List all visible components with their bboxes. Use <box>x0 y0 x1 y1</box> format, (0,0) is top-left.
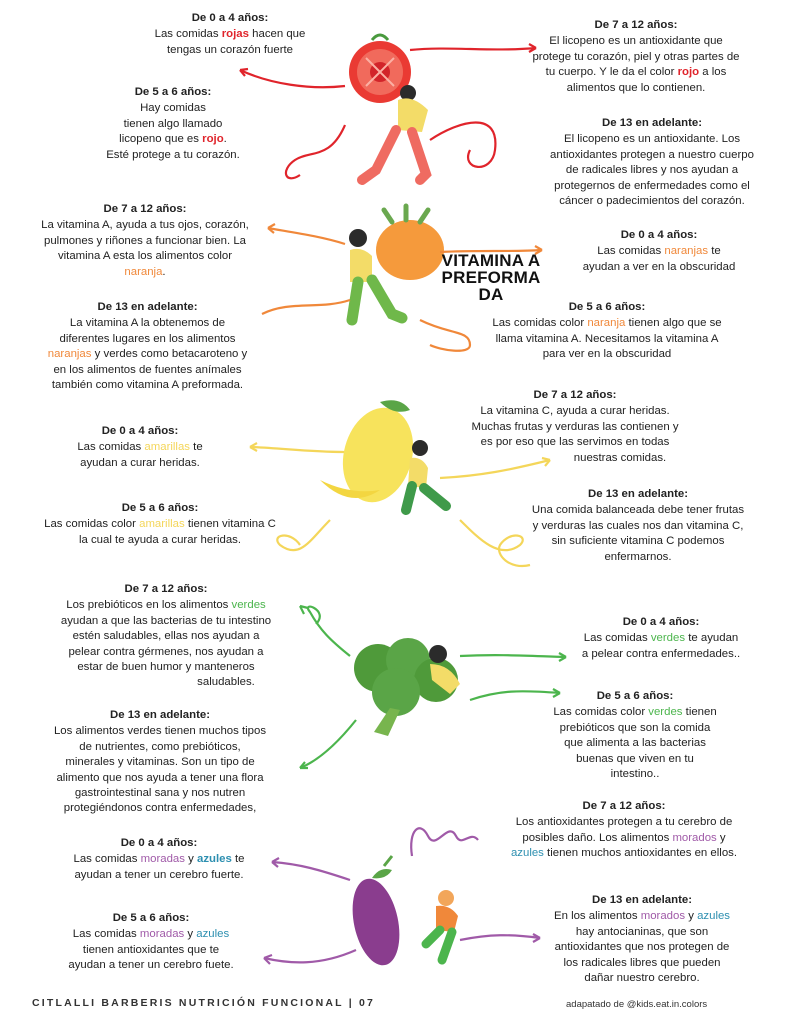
yellow-age-5-6: De 5 a 6 años: Las comidas color amarillas tienen vitamina C la cual te ayuda a curar heridas. <box>44 502 276 546</box>
orange-age-7-12: De 7 a 12 años: La vitamina A, ayuda a tus ojos, corazón, pulmones y riñones a funcionar bien. La vitamina A esta los alimentos color naranja. <box>41 203 249 278</box>
red-age-7-12: De 7 a 12 años: El licopeno es un antioxidante que protege tu corazón, piel y otras partes de tu cuerpo. Y le da el color rojo a los alimentos que lo contienen. <box>532 19 740 94</box>
eggplant-icon <box>345 856 406 970</box>
footer-credit: adapatado de @kids.eat.in.colors <box>566 999 708 1010</box>
purple-age-13: De 13 en adelante: En los alimentos morados y azules hay antocianinas, que son antioxidantes que nos protegen de los radicales libres que pueden dañar nuestro cerebro. <box>553 894 731 985</box>
vitamina-a-preformada-title: VITAMINA A PREFORMA DA <box>441 251 541 304</box>
purple-age-0-4: De 0 a 4 años: Las comidas moradas y azules te ayudan a tener un cerebro fuerte. <box>73 837 245 881</box>
yellow-age-7-12: De 7 a 12 años: La vitamina C, ayuda a curar heridas. Muchas frutas y verduras las contienen y es por eso que las servimos en todas nuestras comidas. <box>471 389 679 464</box>
footer-author: CITLALLI BARBERIS NUTRICIÓN FUNCIONAL | 07 <box>32 997 376 1009</box>
carrot-icon <box>376 206 444 280</box>
red-age-0-4: De 0 a 4 años: Las comidas rojas hacen que tengas un corazón fuerte <box>135 11 325 58</box>
red-age-13: De 13 en adelante: El licopeno es un antioxidante. Los antioxidantes protegen a nuestro cuerpo de radicales libres y nos ayudan a protegernos de enfermedades como el cáncer o padecimientos del corazón. <box>550 117 754 208</box>
green-age-0-4: De 0 a 4 años: Las comidas verdes te ayudan a pelear contra enfermedades.. <box>581 616 741 660</box>
orange-age-5-6: De 5 a 6 años: Las comidas color naranja tienen algo que se llama vitamina A. Necesitamos la vitamina A para ver en la obscuridad <box>492 301 722 361</box>
orange-age-0-4: De 0 a 4 años: Las comidas naranjas te ayudan a ver en la obscuridad <box>582 229 736 273</box>
yellow-age-0-4: De 0 a 4 años: Las comidas amarillas te ayudan a curar heridas. <box>77 425 203 469</box>
orange-age-13: De 13 en adelante: La vitamina A la obtenemos de diferentes lugares en los alimentos naranjas y verdes como betacaroteno y en los alimentos de fuentes anímales también como vitamina A preformada. <box>47 301 248 392</box>
person-purple <box>426 890 458 960</box>
green-age-5-6: De 5 a 6 años: Las comidas color verdes tienen prebióticos que son la comida que alimenta a las bacterias buenas que viven en tu intestino.. <box>553 690 717 781</box>
purple-age-5-6: De 5 a 6 años: Las comidas moradas y azules tienen antioxidantes que te ayudan a tener un cerebro fuete. <box>68 912 234 972</box>
color-word-red: rojas <box>221 28 249 41</box>
red-age-5-6: De 5 a 6 años: Hay comidas tienen algo llamado licopeno que es rojo. Esté protege a tu corazón. <box>106 86 240 161</box>
yellow-age-13: De 13 en adelante: Una comida balanceada debe tener frutas y verduras las cuales nos dan vitamina C, sin suficiente vitamina C podemos enfermarnos. <box>531 488 745 563</box>
purple-age-7-12: De 7 a 12 años: Los antioxidantes protegen a tu cerebro de posibles daño. Los alimentos morados y azules tienen muchos antioxidantes en ellos. <box>510 800 738 860</box>
green-age-7-12: De 7 a 12 años: Los prebióticos en los alimentos verdes ayudan a que las bacterias de tu intestino estén saludables, ellas nos ayudan a pelear contra gérmenes, nos ayudan a estar de buen humor y manteneros saludables. <box>60 583 272 689</box>
green-age-13: De 13 en adelante: Los alimentos verdes tienen muchos tipos de nutrientes, como prebióticos, minerales y vitaminas. Son un tipo de alimento que nos ayuda a tener una flora gastrointestinal sana y nos nutren protegiéndonos contra enfermedades, <box>53 709 267 815</box>
red-0-4-title: De 0 a 4 años: <box>191 12 269 24</box>
